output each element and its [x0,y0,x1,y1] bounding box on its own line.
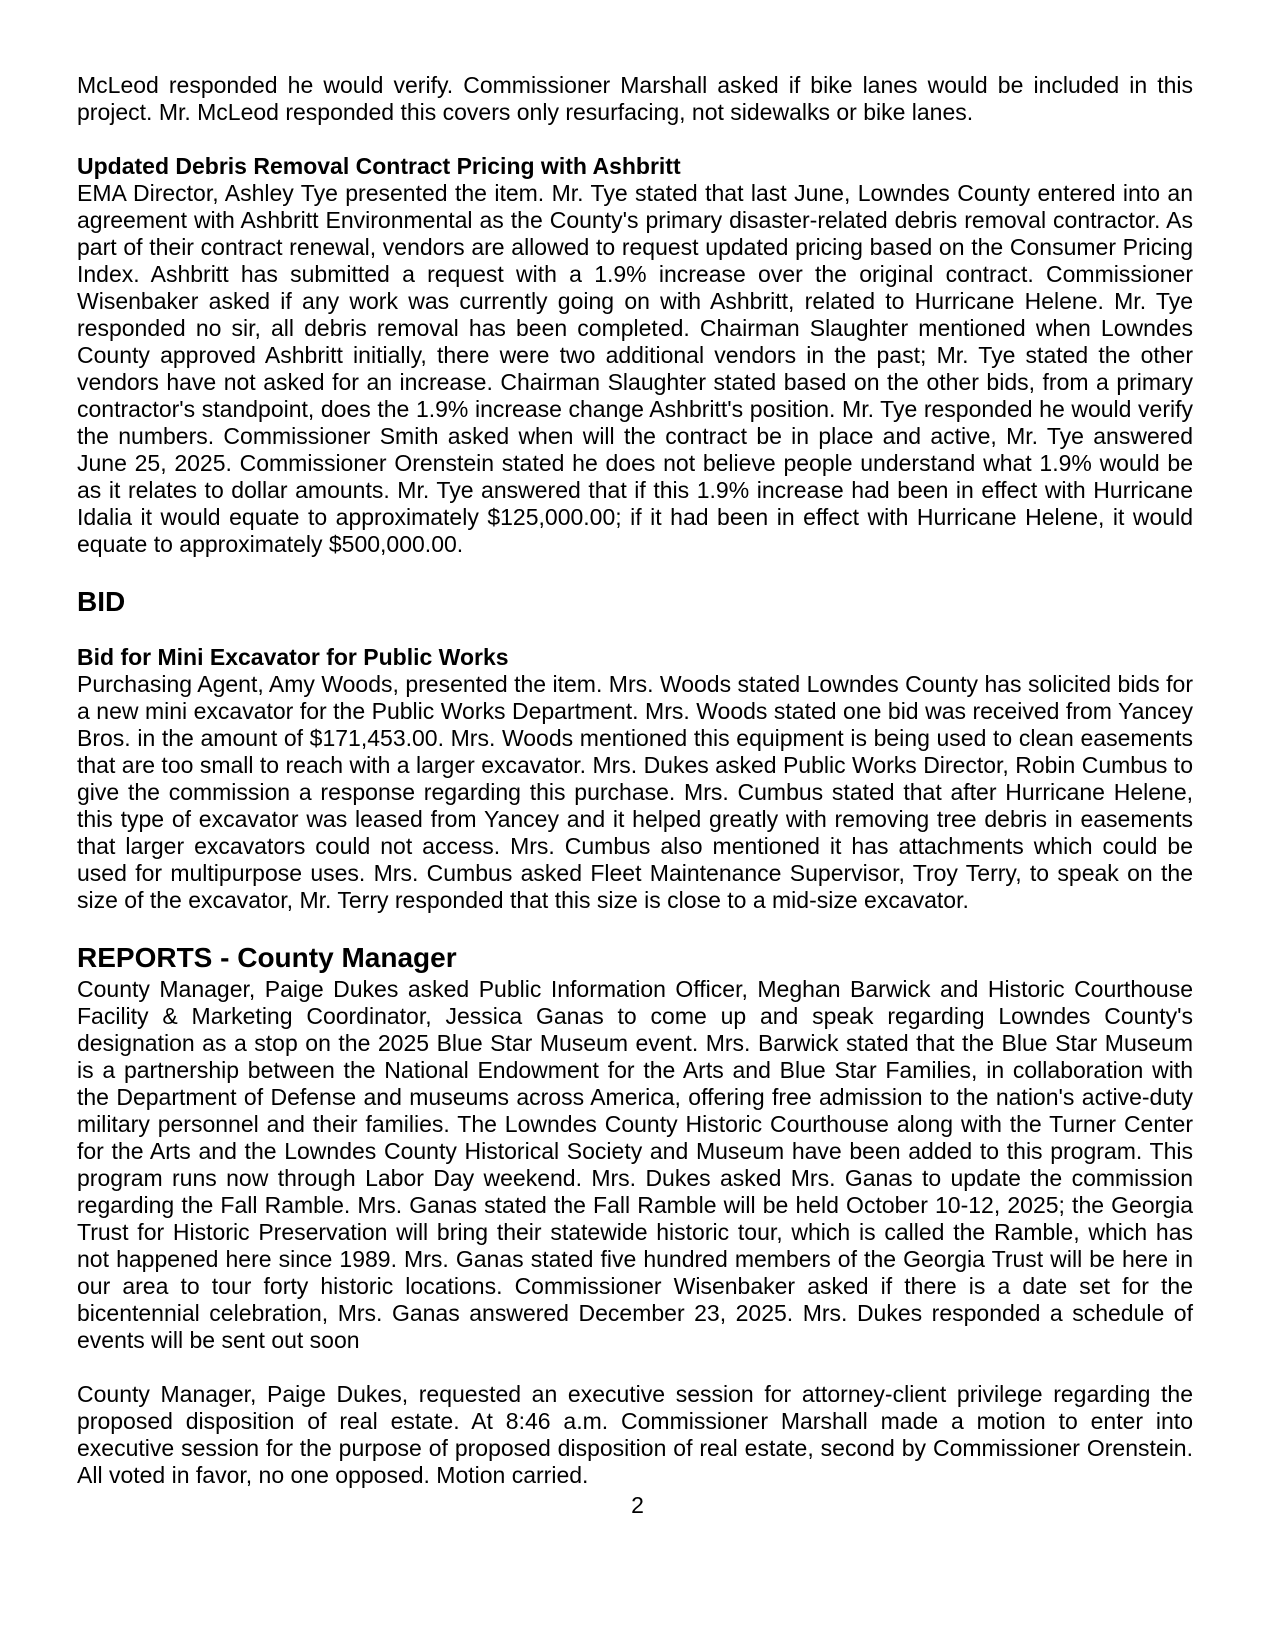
mini-excavator-paragraph: Purchasing Agent, Amy Woods, presented the item. Mrs. Woods stated Lowndes County has solicited bids for a new mini excavator for the Public Works Department. Mrs. Woods stated one bid was received from Yancey Bros. in the amount of $171,453.00. Mrs. Woods mentioned this equipment is being used to clean easements that are too small to reach with a larger excavator. Mrs. Dukes asked Public Works Director, Robin Cumbus to give the commission a response regarding this purchase. Mrs. Cumbus stated that after Hurricane Helene, this type of excavator was leased from Yancey and it helped greatly with removing tree debris in easements that larger excavators could not access. Mrs. Cumbus also mentioned it has attachments which could be used for multipurpose uses. Mrs. Cumbus asked Fleet Maintenance Supervisor, Troy Terry, to speak on the size of the excavator, Mr. Terry responded that this size is close to a mid-size excavator. [77,671,1193,913]
debris-removal-heading: Updated Debris Removal Contract Pricing with Ashbritt [77,153,681,179]
page-number: 2 [631,1492,644,1518]
reports-section-heading: REPORTS - County Manager [77,942,457,973]
mini-excavator-heading: Bid for Mini Excavator for Public Works [77,644,509,670]
intro-paragraph: McLeod responded he would verify. Commissioner Marshall asked if bike lanes would be included in this project. Mr. McLeod responded this covers only resurfacing, not sidewalks or bike lanes. [77,72,1193,125]
bid-section-heading: BID [77,586,126,617]
reports-paragraph: County Manager, Paige Dukes asked Public Information Officer, Meghan Barwick and Historic Courthouse Facility & Marketing Coordinator, Jessica Ganas to come up and speak regarding Lowndes County's designation as a stop on the 2025 Blue Star Museum event. Mrs. Barwick stated that the Blue Star Museum is a partnership between the National Endowment for the Arts and Blue Star Families, in collaboration with the Department of Defense and museums across America, offering free admission to the nation's active-duty military personnel and their families. The Lowndes County Historic Courthouse along with the Turner Center for the Arts and the Lowndes County Historical Society and Museum have been added to this program. This program runs now through Labor Day weekend. Mrs. Dukes asked Mrs. Ganas to update the commission regarding the Fall Ramble. Mrs. Ganas stated the Fall Ramble will be held October 10-12, 2025; the Georgia Trust for Historic Preservation will bring their statewide historic tour, which is called the Ramble, which has not happened here since 1989. Mrs. Ganas stated five hundred members of the Georgia Trust will be here in our area to tour forty historic locations. Commissioner Wisenbaker asked if there is a date set for the bicentennial celebration, Mrs. Ganas answered December 23, 2025. Mrs. Dukes responded a schedule of events will be sent out soon [77,976,1193,1353]
executive-session-paragraph: County Manager, Paige Dukes, requested an executive session for attorney-client privilege regarding the proposed disposition of real estate. At 8:46 a.m. Commissioner Marshall made a motion to enter into executive session for the purpose of proposed disposition of real estate, second by Commissioner Orenstein. All voted in favor, no one opposed. Motion carried. [77,1381,1193,1488]
debris-removal-paragraph: EMA Director, Ashley Tye presented the item. Mr. Tye stated that last June, Lowndes County entered into an agreement with Ashbritt Environmental as the County's primary disaster-related debris removal contractor. As part of their contract renewal, vendors are allowed to request updated pricing based on the Consumer Pricing Index. Ashbritt has submitted a request with a 1.9% increase over the original contract. Commissioner Wisenbaker asked if any work was currently going on with Ashbritt, related to Hurricane Helene. Mr. Tye responded no sir, all debris removal has been completed. Chairman Slaughter mentioned when Lowndes County approved Ashbritt initially, there were two additional vendors in the past; Mr. Tye stated the other vendors have not asked for an increase. Chairman Slaughter stated based on the other bids, from a primary contractor's standpoint, does the 1.9% increase change Ashbritt's position. Mr. Tye responded he would verify the numbers. Commissioner Smith asked when will the contract be in place and active, Mr. Tye answered June 25, 2025. Commissioner Orenstein stated he does not believe people understand what 1.9% would be as it relates to dollar amounts. Mr. Tye answered that if this 1.9% increase had been in effect with Hurricane Idalia it would equate to approximately $125,000.00; if it had been in effect with Hurricane Helene, it would equate to approximately $500,000.00. [77,180,1193,557]
